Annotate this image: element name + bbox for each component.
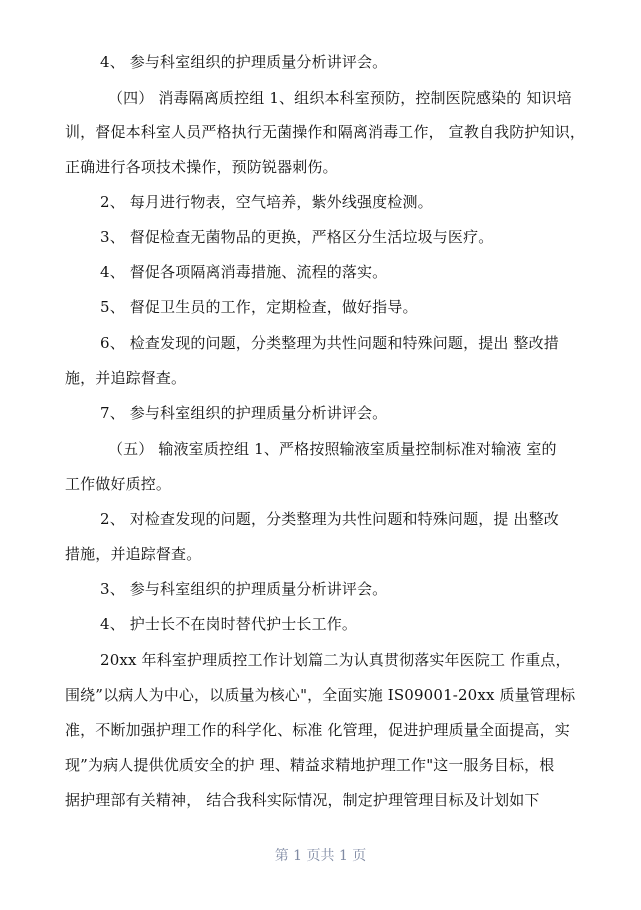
text-line-16: 3、 参与科室组织的护理质量分析讲评会。 bbox=[100, 580, 388, 598]
text-line-14: 2、 对检查发现的问题，分类整理为共性问题和特殊问题，提 出整改 bbox=[100, 510, 559, 528]
text-line-1: 4、 参与科室组织的护理质量分析讲评会。 bbox=[100, 53, 388, 71]
text-line-8: 5、 督促卫生员的工作，定期检查，做好指导。 bbox=[100, 298, 418, 316]
text-line-10: 施，并追踪督查。 bbox=[65, 369, 187, 387]
text-line-18: 20xx 年科室护理质控工作计划篇二为认真贯彻落实年医院工 作重点， bbox=[100, 651, 571, 669]
text-line-5: 2、 每月进行物表，空气培养，紫外线强度检测。 bbox=[100, 193, 433, 211]
text-line-15: 措施，并追踪督查。 bbox=[65, 545, 202, 563]
text-line-22: 据护理部有关精神， 结合我科实际情况，制定护理管理目标及计划如下 bbox=[65, 791, 540, 809]
text-line-21: 现”为病人提供优质安全的护 理、精益求精地护理工作"这一服务目标，根 bbox=[65, 756, 555, 774]
text-line-20: 准，不断加强护理工作的科学化、标准 化管理，促进护理质量全面提高，实 bbox=[65, 721, 570, 739]
text-line-3: 训，督促本科室人员严格执行无菌操作和隔离消毒工作， 宣教自我防护知识， bbox=[65, 123, 586, 141]
text-line-7: 4、 督促各项隔离消毒措施、流程的落实。 bbox=[100, 263, 388, 281]
page-footer: 第 1 页共 1 页 bbox=[274, 848, 367, 864]
text-line-2: （四） 消毒隔离质控组 1、组织本科室预防，控制医院感染的 知识培 bbox=[108, 89, 572, 107]
text-line-13: 工作做好质控。 bbox=[65, 475, 172, 493]
text-line-11: 7、 参与科室组织的护理质量分析讲评会。 bbox=[100, 404, 388, 422]
text-line-9: 6、 检查发现的问题，分类整理为共性问题和特殊问题，提出 整改措 bbox=[100, 334, 559, 352]
text-line-17: 4、 护士长不在岗时替代护士长工作。 bbox=[100, 615, 358, 633]
text-line-6: 3、 督促检查无菌物品的更换，严格区分生活垃圾与医疗。 bbox=[100, 228, 494, 246]
text-line-4: 正确进行各项技术操作，预防锐器刺伤。 bbox=[65, 158, 338, 176]
text-line-12: （五） 输液室质控组 1、严格按照输液室质量控制标准对输液 室的 bbox=[108, 440, 557, 458]
text-line-19: 围绕”以病人为中心，以质量为核心"，全面实施 IS09001-20xx 质量管理标 bbox=[65, 686, 576, 704]
